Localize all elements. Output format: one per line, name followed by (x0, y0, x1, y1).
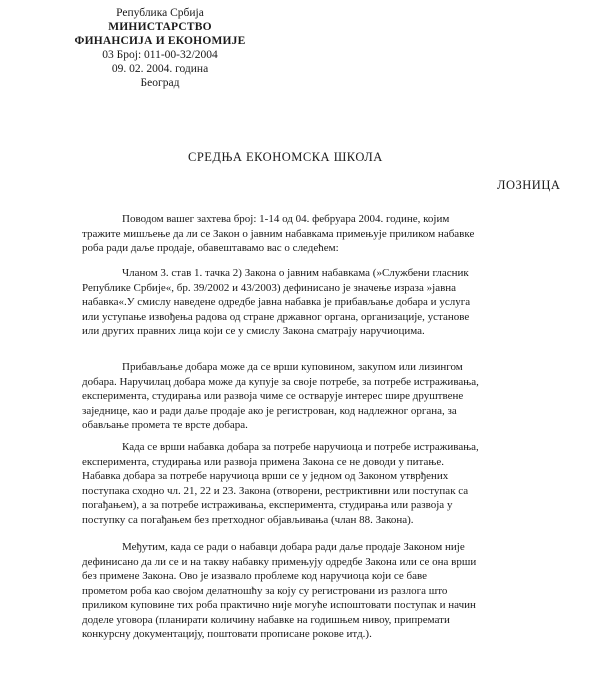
paragraph-line: Када се врши набавка добара за потребе наручиоца и потребе истраживања, (122, 441, 479, 453)
paragraph-line: тражите мишљење да ли се Закон о јавним набавкама примењује приликом набавке (82, 227, 475, 240)
paragraph-line: експеримента, студирања или развоја чиме се остварује интерес шире друштвене (82, 390, 464, 402)
republic-name: Република Србија (116, 7, 204, 19)
paragraph-line: погађањем), а за потребе истраживања, експеримента, студирања или развоја у (82, 499, 453, 511)
paragraph-2 (82, 266, 522, 339)
paragraph-line: без примене Закона. Ово је изазвало проблеме код наручиоца који се баве (82, 570, 428, 582)
paragraph-line: Прибављање добара може да се врши куповином, закупом или лизингом (122, 361, 463, 373)
paragraph-1 (82, 212, 522, 256)
letterhead (60, 6, 260, 90)
paragraph-line: заједнице, као и ради даље продаје ако је регистрован, код надлежног органа, за (82, 404, 457, 417)
paragraph-line: прометом роба као својом делатношћу за коју су регистровани из разлога што (82, 584, 448, 597)
paragraph-line: Републике Србије«, бр. 39/2002 и 43/2003) дефинисано је значење израза »јавна (82, 281, 457, 294)
reference-number: 03 Број: 011-00-32/2004 (102, 49, 218, 61)
letter-city: Београд (140, 77, 180, 89)
paragraph-4 (82, 440, 522, 527)
paragraph-line: или других правних лица који се у смислу Закона сматрају наручиоцима. (82, 325, 425, 337)
paragraph-line: доделе уговора (планирати количину набавке на годишњем нивоу, припремати (82, 613, 450, 626)
letter-date: 09. 02. 2004. година (111, 63, 209, 75)
paragraph-line: поступку са погађањем без претходног објављивања (члан 88. Закона). (82, 513, 414, 526)
paragraph-3 (82, 360, 522, 433)
paragraph-line: Набавка добара за потребе наручиоца врши се у једном од Законом утврђених (82, 470, 449, 482)
paragraph-line: конкурсну документацију, поштовати прописане рокове итд.). (82, 628, 372, 640)
paragraph-5 (82, 540, 522, 642)
paragraph-line: Међутим, када се ради о набавци добара ради даље продаје Законом није (122, 541, 465, 553)
paragraph-line: Поводом вашег захтева број: 1-14 од 04. фебруара 2004. године, којим (122, 213, 450, 225)
paragraph-line: или уступање извођења радова од стране државног органа, организације, установе (82, 310, 470, 323)
paragraph-line: роба ради даље продаје, обавештавамо вас о следећем: (82, 242, 339, 254)
paragraph-line: приликом куповине тих роба практично није могуће испоштовати поступак и начин (82, 599, 476, 611)
paragraph-line: набавка«.У смислу наведене одредбе јавна набавка је прибављање добара и услуга (82, 296, 471, 308)
ministry-name-line1: МИНИСТАРСТВО (108, 21, 212, 33)
paragraph-line: експеримента, студирања или развоја примена Закона се не доводи у питање. (82, 455, 444, 468)
paragraph-line: обављање промета те врсте добара. (82, 419, 248, 431)
paragraph-line: Чланом 3. став 1. тачка 2) Закона о јавним набавкама (»Службени гласник (122, 267, 469, 279)
paragraph-line: дефинисано да ли се и на такву набавку примењују одредбе Закона или се она врши (82, 555, 477, 568)
recipient-city: ЛОЗНИЦА (497, 178, 561, 192)
ministry-name-line2: ФИНАНСИЈА И ЕКОНОМИЈЕ (74, 35, 246, 47)
paragraph-line: поступака сходно чл. 21, 22 и 23. Закона (отворени, рестриктивни или поступак са (82, 484, 469, 497)
paragraph-line: добара. Наручилац добара може да купује за своје потребе, за потребе истраживања, (82, 375, 479, 388)
recipient-school: СРЕДЊА ЕКОНОМСКА ШКОЛА (188, 150, 383, 164)
